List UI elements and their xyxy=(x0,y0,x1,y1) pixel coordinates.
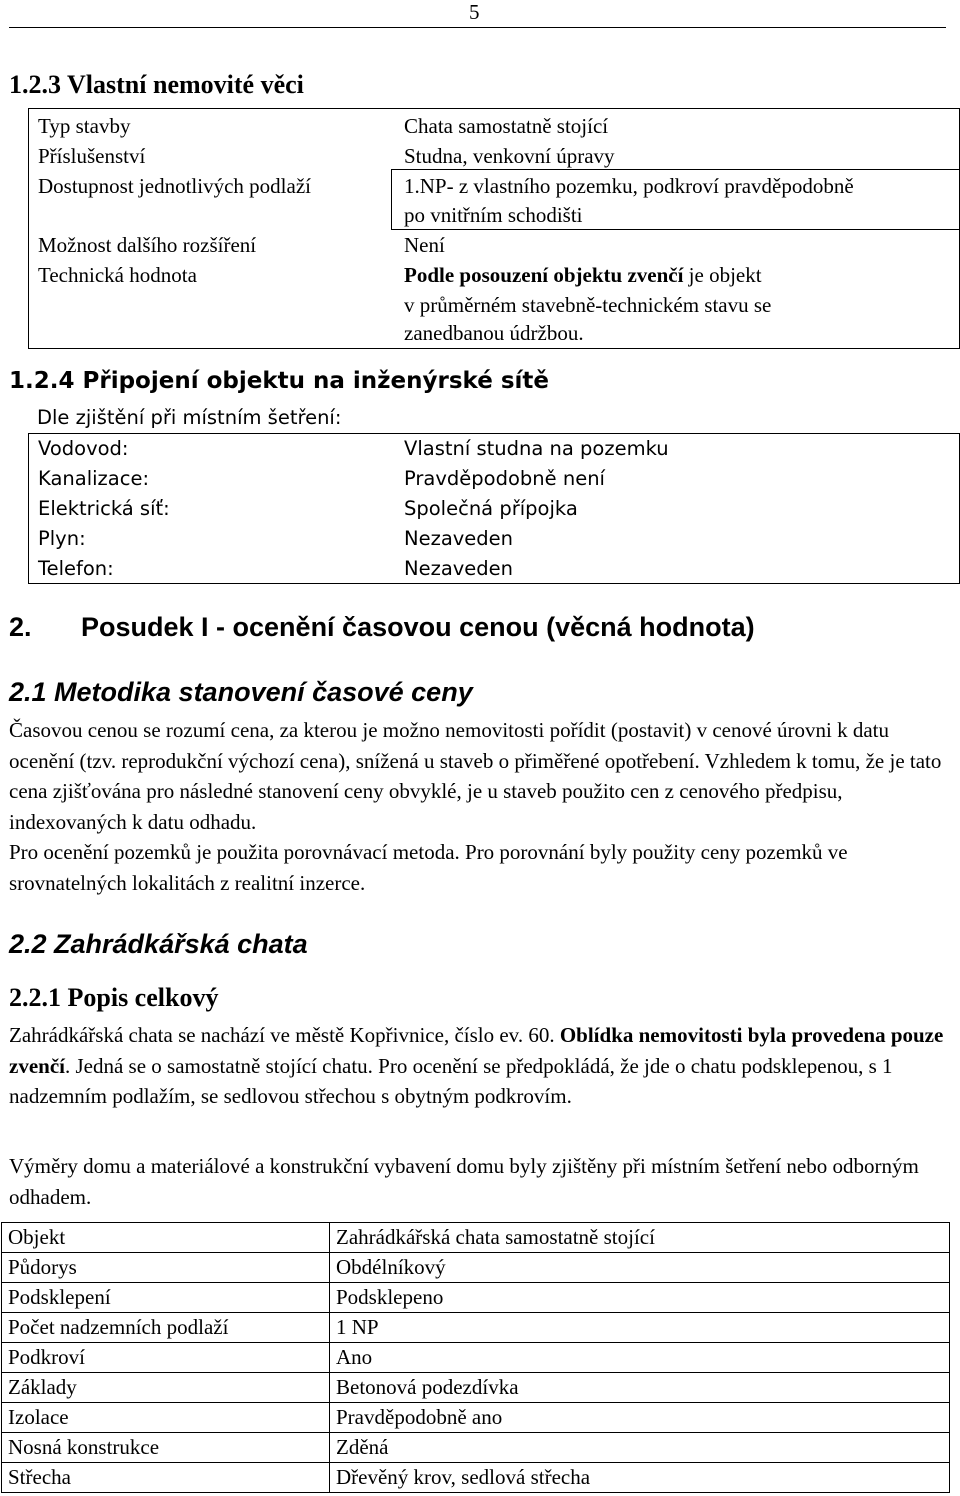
building-table xyxy=(1,1222,950,1493)
row-value: Chata samostatně stojící xyxy=(404,114,609,138)
section-2-title: Posudek I - ocenění časovou cenou (věcná hodnota) xyxy=(81,612,755,642)
value-box xyxy=(391,169,960,230)
utility-label: Vodovod: xyxy=(38,437,129,460)
utility-value: Společná přípojka xyxy=(404,497,578,520)
table-row xyxy=(2,1283,950,1313)
description-part: Zahrádkářská chata se nachází ve městě Kopřivnice, číslo ev. 60. xyxy=(9,1023,560,1047)
utility-label: Elektrická síť: xyxy=(38,497,170,520)
section-2-2-1-title: 2.2.1 Popis celkový xyxy=(9,983,219,1012)
row-value xyxy=(404,260,762,290)
table-cell-label: Počet nadzemních podlaží xyxy=(2,1313,330,1343)
table-row xyxy=(2,1373,950,1403)
utility-label: Plyn: xyxy=(38,527,86,550)
table-row xyxy=(2,1433,950,1463)
row-value-cont: zanedbanou údržbou. xyxy=(404,321,584,345)
dimensions-text xyxy=(9,1151,954,1212)
utility-value: Nezaveden xyxy=(404,557,514,580)
utility-label: Telefon: xyxy=(38,557,114,580)
value-bold: Podle posouzení objektu zvenčí xyxy=(404,263,684,287)
methodology-paragraph-1: Časovou cenou se rozumí cena, za kterou je možno nemovitosti pořídit (postavit) v cenové úrovni k datu ocenění (tzv. reprodukční výchozí cena), snížená u staveb o přiměřené opotřebení. Vzhledem k tomu, že je tato cena zjišťována pro následné stanovení ceny obvyklé, je u staveb použito cen z cenového předpisu, indexovaných k datu odhadu. xyxy=(9,718,942,834)
table-cell-value: Obdélníkový xyxy=(330,1253,950,1283)
table-cell-label: Střecha xyxy=(2,1463,330,1493)
description-paragraph-2: Výměry domu a materiálové a konstrukční vybavení domu byly zjištěny při místním šetření nebo odborným odhadem. xyxy=(9,1154,919,1209)
row-value: Studna, venkovní úpravy xyxy=(404,144,615,168)
row-label: Příslušenství xyxy=(38,144,146,168)
table-row xyxy=(2,1403,950,1433)
table-row xyxy=(2,1343,950,1373)
utility-value: Vlastní studna na pozemku xyxy=(404,437,669,460)
section-2-1-title: 2.1 Metodika stanovení časové ceny xyxy=(9,677,473,707)
table-cell-value: 1 NP xyxy=(330,1313,950,1343)
row-label: Možnost dalšího rozšíření xyxy=(38,233,257,257)
table-cell-label: Objekt xyxy=(2,1223,330,1253)
table-cell-value: Zděná xyxy=(330,1433,950,1463)
value-rest: je objekt xyxy=(683,263,762,287)
description-part: . Jedná se o samostatně stojící chatu. Pro ocenění se předpokládá, že jde o chatu podsklepenou, s 1 nadzemním podlažím, se sedlovou střechou s obytným podkrovím. xyxy=(9,1053,893,1108)
description-bold: Oblídka nemovitosti byla provedena pouze zvenčí xyxy=(9,1023,944,1078)
section-1-2-4-title: 1.2.4 Připojení objektu na inženýrské sítě xyxy=(9,368,550,394)
table-cell-value: Betonová podezdívka xyxy=(330,1373,950,1403)
table-cell-label: Půdorys xyxy=(2,1253,330,1283)
table-cell-label: Nosná konstrukce xyxy=(2,1433,330,1463)
section-2-number: 2. xyxy=(9,612,32,642)
utility-value: Pravděpodobně není xyxy=(404,467,605,490)
row-value: Není xyxy=(404,233,445,257)
table-row xyxy=(2,1463,950,1493)
description-text xyxy=(9,1020,954,1112)
row-label: Typ stavby xyxy=(38,114,131,138)
methodology-text xyxy=(9,715,954,898)
table-cell-value: Zahrádkářská chata samostatně stojící xyxy=(330,1223,950,1253)
table-row xyxy=(2,1253,950,1283)
row-label: Dostupnost jednotlivých podlaží xyxy=(38,174,311,198)
section-2-2-title: 2.2 Zahrádkářská chata xyxy=(9,929,308,959)
property-table xyxy=(28,108,960,349)
section-1-2-3-title: 1.2.3 Vlastní nemovité věci xyxy=(9,70,304,99)
table-cell-label: Izolace xyxy=(2,1403,330,1433)
row-value: 1.NP- z vlastního pozemku, podkroví pravděpodobně xyxy=(404,174,854,198)
table-cell-value: Pravděpodobně ano xyxy=(330,1403,950,1433)
table-row xyxy=(2,1223,950,1253)
table-cell-label: Podsklepení xyxy=(2,1283,330,1313)
description-paragraph-1 xyxy=(9,1020,954,1112)
header-rule xyxy=(9,27,946,28)
methodology-paragraph-2: Pro ocenění pozemků je použita porovnávací metoda. Pro porovnání byly použity ceny pozemků ve srovnatelných lokalitách z realitní inzerce. xyxy=(9,840,848,895)
utility-value: Nezaveden xyxy=(404,527,514,550)
table-cell-value: Podsklepeno xyxy=(330,1283,950,1313)
row-label: Technická hodnota xyxy=(38,263,197,287)
table-cell-value: Dřevěný krov, sedlová střecha xyxy=(330,1463,950,1493)
table-cell-value: Ano xyxy=(330,1343,950,1373)
table-row xyxy=(2,1313,950,1343)
utilities-intro: Dle zjištění při místním šetření: xyxy=(37,406,342,429)
page-number: 5 xyxy=(469,0,480,24)
row-value-cont: v průměrném stavebně-technickém stavu se xyxy=(404,293,772,317)
row-value-cont: po vnitřním schodišti xyxy=(404,203,583,227)
table-cell-label: Základy xyxy=(2,1373,330,1403)
utilities-table xyxy=(28,433,960,584)
table-cell-label: Podkroví xyxy=(2,1343,330,1373)
utility-label: Kanalizace: xyxy=(38,467,150,490)
